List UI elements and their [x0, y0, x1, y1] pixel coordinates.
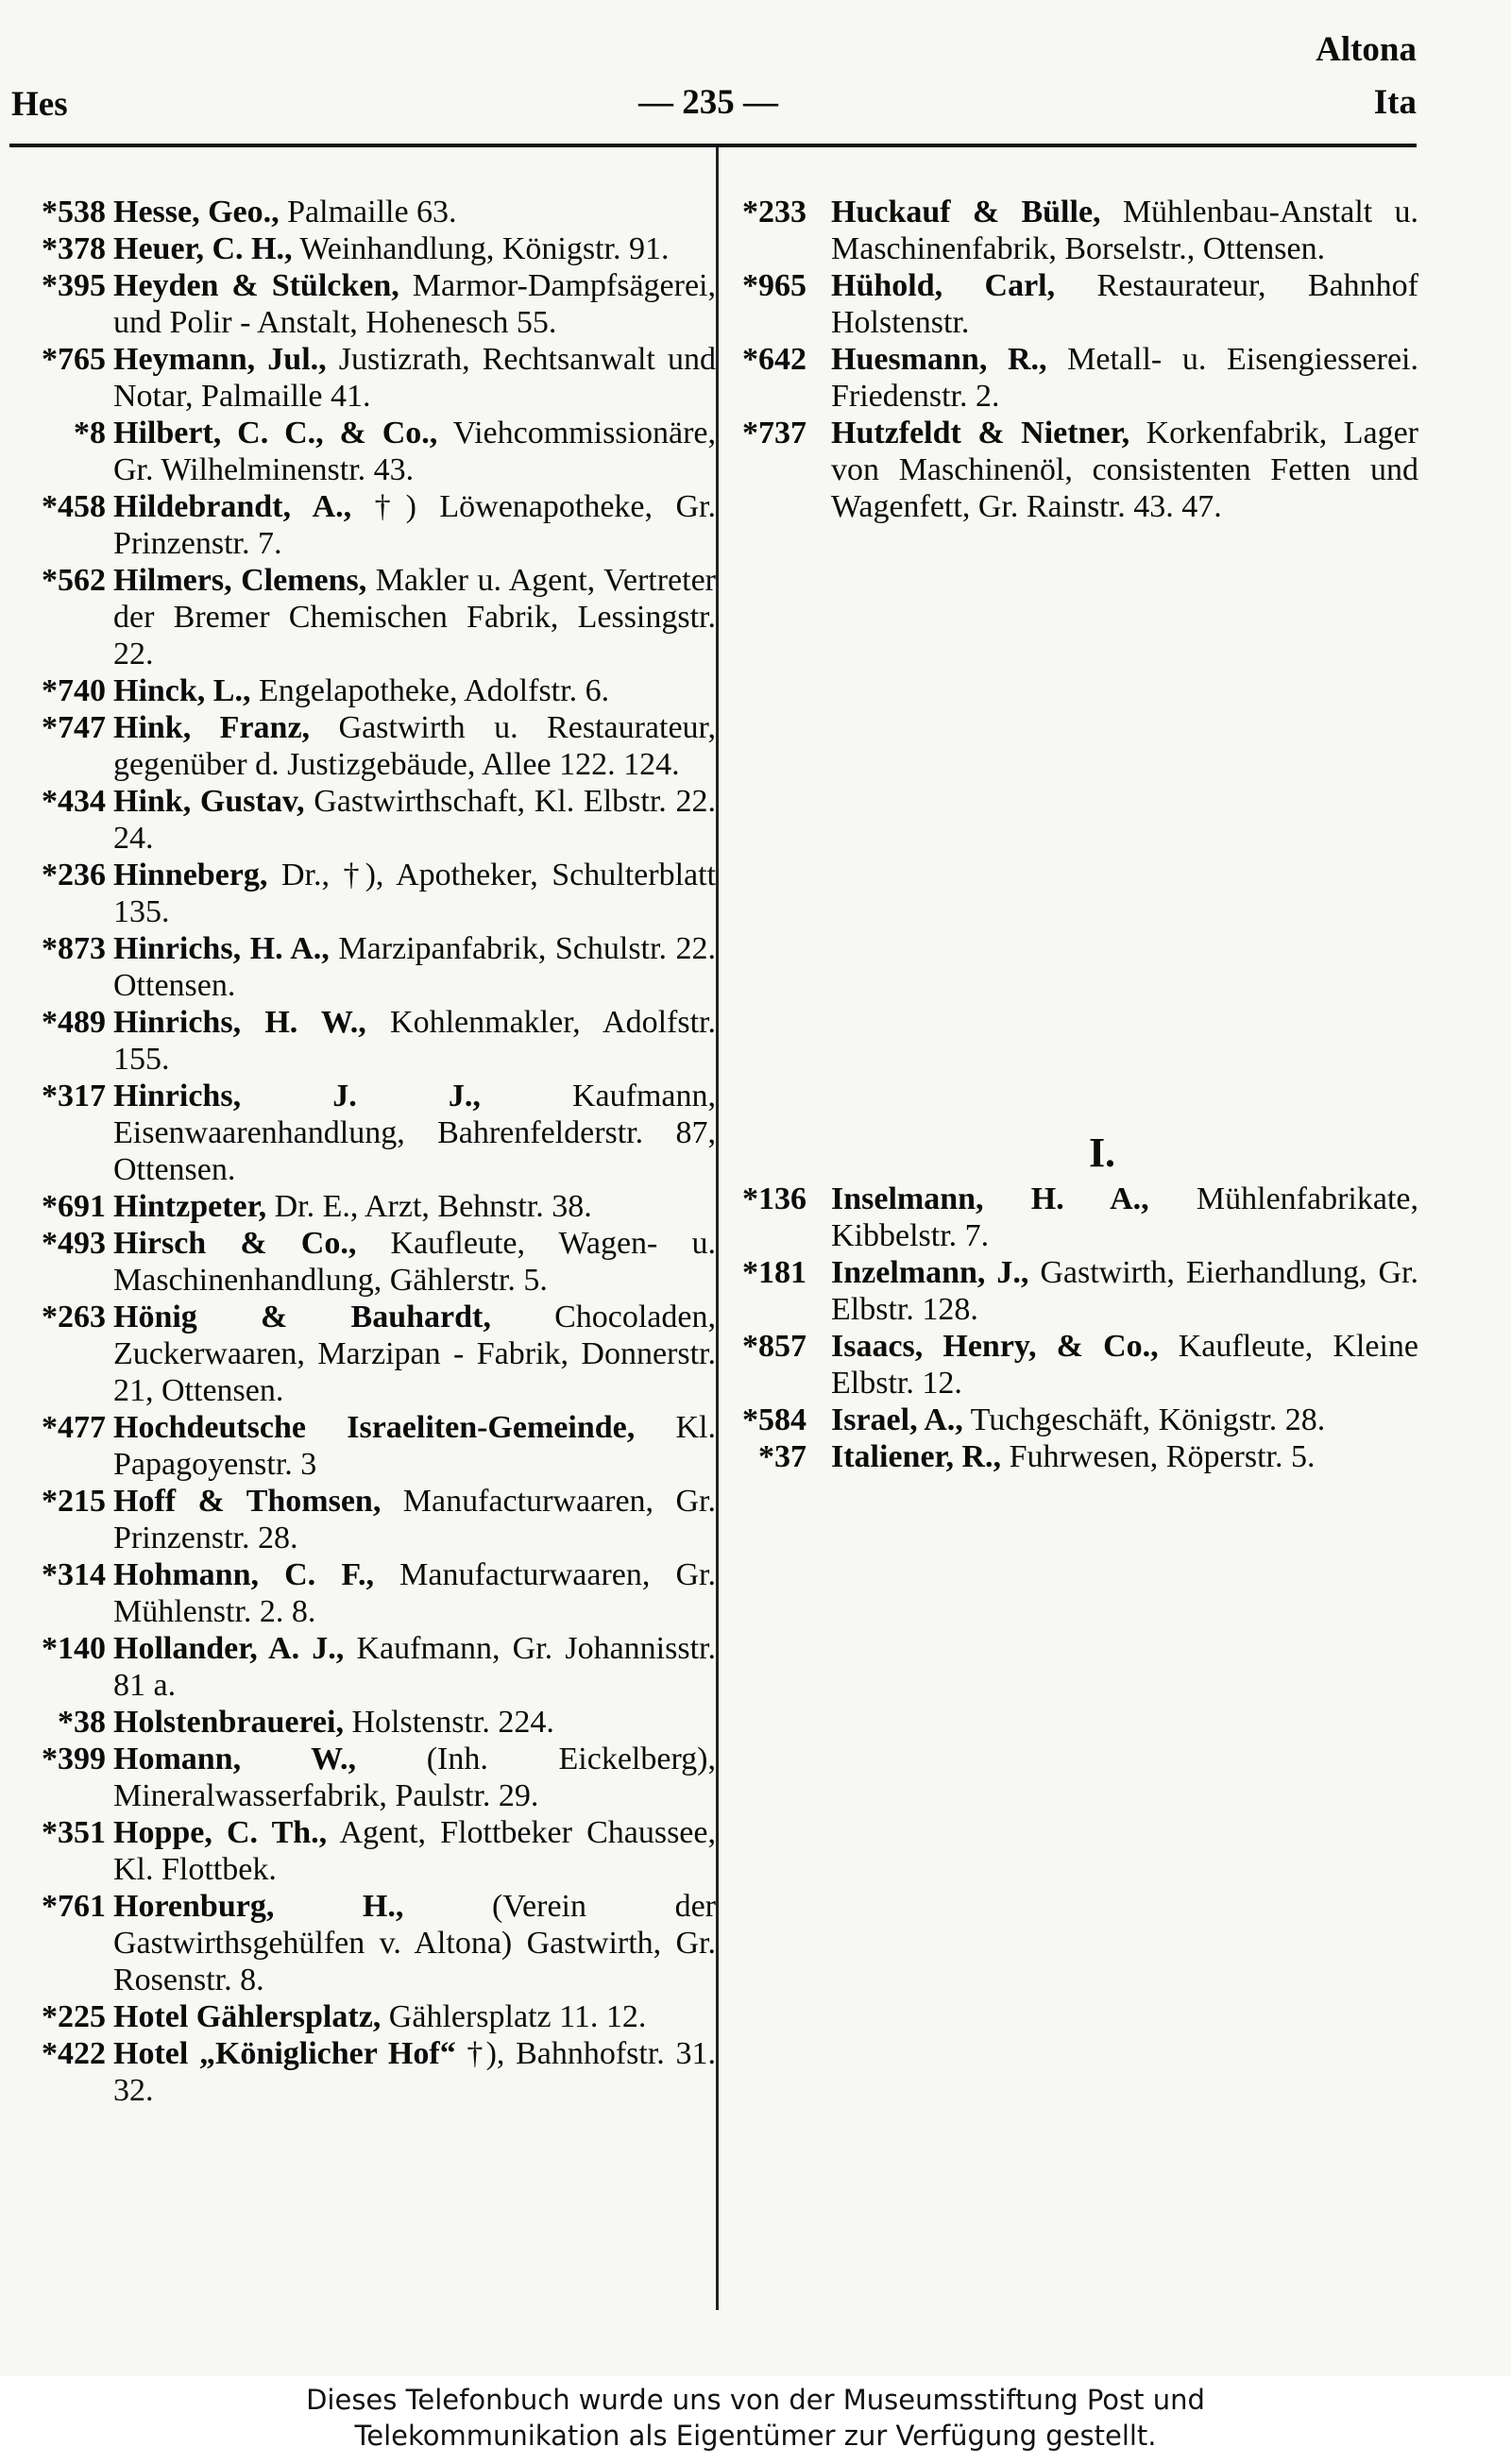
directory-entry [720, 267, 1418, 341]
phone-number: *642 [742, 342, 806, 377]
entry-name: Hink, Franz, [113, 710, 311, 745]
phone-number: *263 [42, 1300, 106, 1334]
entry-name: Hollander, A. J., [113, 1631, 345, 1666]
entry-details: Kohlenmakler, Adolfstr. 155. [113, 1005, 717, 1077]
entry-name: Hildebrandt, A., [113, 489, 352, 524]
phone-number: *458 [42, 489, 106, 524]
directory-entry [8, 1004, 716, 1078]
phone-number: *378 [42, 231, 106, 266]
directory-entry [8, 1409, 716, 1483]
directory-entry [8, 562, 716, 672]
directory-entry [720, 1328, 1418, 1402]
directory-entry [8, 415, 716, 488]
phone-number: *215 [42, 1484, 106, 1519]
entry-name: Hinneberg, [113, 858, 268, 892]
directory-entry [8, 1078, 716, 1188]
directory-entry [720, 1438, 1418, 1475]
left-column [8, 194, 716, 2109]
entry-details: Viehcommissionäre, Gr. Wilhelminenstr. 43. [113, 416, 716, 487]
entry-name: Hühold, Carl, [831, 268, 1056, 303]
phone-number: *477 [42, 1410, 106, 1445]
entry-name: Hink, Gustav, [113, 784, 305, 819]
entry-name: Hochdeutsche Israeliten-Gemeinde, [113, 1410, 636, 1445]
phone-number: *422 [42, 2036, 106, 2071]
header-city: Altona [1316, 30, 1417, 69]
right-column [720, 194, 1418, 1475]
directory-entry [8, 2035, 716, 2109]
phone-number: *233 [742, 195, 806, 229]
phone-number: *493 [42, 1226, 106, 1261]
entry-details: Mühlenfabrikate, Kibbelstr. 7. [831, 1181, 1418, 1253]
entry-name: Huckauf & Bülle, [831, 195, 1101, 229]
entry-details: Kaufmann, Gr. Johannisstr. 81 a. [113, 1631, 716, 1703]
directory-entry [8, 488, 716, 562]
entry-details: Fuhrwesen, Röperstr. 5. [1001, 1439, 1316, 1474]
entry-details: Chocoladen, Zuckerwaaren, Marzipan - Fabrik, Donnerstr. 21, Ottensen. [113, 1300, 716, 1408]
entry-details: Manufacturwaaren, Gr. Prinzenstr. 28. [113, 1484, 716, 1555]
directory-entry [8, 783, 716, 857]
header-right-keyword: Ita [1373, 83, 1417, 122]
footer-attribution [0, 2376, 1511, 2464]
footer-line-1: Dieses Telefonbuch wurde uns von der Museumsstiftung Post und [306, 2384, 1205, 2416]
page-number: — 235 — [638, 83, 778, 122]
phone-number: *317 [42, 1079, 106, 1113]
directory-entry [720, 1402, 1418, 1438]
directory-entry [720, 341, 1418, 415]
entry-name: Inselmann, H. A., [831, 1181, 1149, 1216]
directory-entry [8, 267, 716, 341]
entry-details: Engelapotheke, Adolfstr. 6. [250, 673, 610, 708]
directory-entry [8, 857, 716, 930]
entry-name: Hesse, Geo., [113, 195, 280, 229]
entry-name: Hoff & Thomsen, [113, 1484, 382, 1519]
phone-number: *489 [42, 1005, 106, 1040]
entry-details: Restaurateur, Bahnhof Holstenstr. [831, 268, 1418, 340]
entry-details: Gählersplatz 11. 12. [381, 1999, 647, 2034]
phone-number: *399 [42, 1742, 106, 1776]
entry-name: Hinrichs, H. A., [113, 931, 330, 966]
entry-name: Hohmann, C. F., [113, 1557, 374, 1592]
phone-number: *737 [742, 416, 806, 450]
entry-name: Hirsch & Co., [113, 1226, 357, 1261]
entry-name: Hoppe, C. Th., [113, 1815, 328, 1850]
entry-details: Holstenstr. 224. [343, 1705, 554, 1740]
directory-entry [720, 415, 1418, 525]
entry-name: Israel, A., [831, 1402, 963, 1437]
entry-details: Manufacturwaaren, Gr. Mühlenstr. 2. 8. [113, 1557, 717, 1629]
directory-entry [8, 1741, 716, 1814]
entry-details: †) Löwenapotheke, Gr. Prinzenstr. 7. [113, 489, 716, 561]
entry-name: Hilmers, Clemens, [113, 563, 367, 598]
directory-entry [8, 1299, 716, 1409]
entry-details: Dr., †), Apotheker, Schulterblatt 135. [113, 858, 716, 929]
phone-number: *225 [42, 1999, 106, 2034]
phone-number: *765 [42, 342, 106, 377]
column-divider [716, 147, 719, 2310]
entry-details: Marzipanfabrik, Schulstr. 22. Ottensen. [113, 931, 716, 1003]
entry-details: (Verein der Gastwirthsgehülfen v. Altona) Gastwirth, Gr. Rosenstr. 8. [113, 1889, 716, 1997]
entry-name: Hönig & Bauhardt, [113, 1300, 491, 1334]
entry-name: Hilbert, C. C., & Co., [113, 416, 438, 450]
entry-details: Metall- u. Eisengiesserei. Friedenstr. 2. [831, 342, 1418, 414]
entry-name: Heymann, Jul., [113, 342, 327, 377]
entry-name: Homann, W., [113, 1742, 357, 1776]
phone-number: *351 [42, 1815, 106, 1850]
phone-number: *181 [742, 1255, 806, 1290]
entry-details: Gastwirthschaft, Kl. Elbstr. 22. 24. [113, 784, 716, 856]
entry-details: Gastwirth u. Restaurateur, gegenüber d. Justizgebäude, Allee 122. 124. [113, 710, 716, 782]
phone-number: *691 [42, 1189, 106, 1224]
directory-entry [8, 672, 716, 709]
entry-details: Dr. E., Arzt, Behnstr. 38. [266, 1189, 592, 1224]
directory-entry [8, 1888, 716, 1998]
directory-entry [8, 1225, 716, 1299]
directory-entry [8, 230, 716, 267]
entry-name: Hinrichs, H. W., [113, 1005, 366, 1040]
right-column-i-entries [720, 1181, 1418, 1475]
phone-number: *236 [42, 858, 106, 892]
entry-details: (Inh. Eickelberg), Mineralwasserfabrik, Paulstr. 29. [113, 1742, 716, 1813]
entry-details: Justizrath, Rechtsanwalt und Notar, Palmaille 41. [113, 342, 716, 414]
entry-details: Marmor-Dampfsägerei, und Polir - Anstalt, Hohenesch 55. [113, 268, 717, 340]
entry-name: Hotel Gählersplatz, [113, 1999, 382, 2034]
phone-number: *136 [742, 1181, 806, 1216]
section-heading-i: I. [1088, 1130, 1116, 1176]
entry-name: Italiener, R., [831, 1439, 1002, 1474]
entry-name: Hintzpeter, [113, 1189, 267, 1224]
phone-number: *761 [42, 1889, 106, 1924]
phone-number: *8 [74, 416, 106, 450]
directory-entry [720, 1254, 1418, 1328]
entry-details: Gastwirth, Eierhandlung, Gr. Elbstr. 128. [831, 1255, 1418, 1327]
phone-number: *747 [42, 710, 106, 745]
phone-number: *38 [58, 1705, 106, 1740]
directory-entry [8, 1556, 716, 1630]
entry-details: Korkenfabrik, Lager von Maschinenöl, consistenten Fetten und Wagenfett, Gr. Rainstr. 43. 47. [831, 416, 1418, 524]
entry-name: Hinck, L., [113, 673, 251, 708]
entry-name: Horenburg, H., [113, 1889, 404, 1924]
entry-name: Inzelmann, J., [831, 1255, 1029, 1290]
phone-number: *740 [42, 673, 106, 708]
directory-entry [8, 1483, 716, 1556]
entry-name: Huesmann, R., [831, 342, 1047, 377]
directory-entry [8, 930, 716, 1004]
directory-entry [720, 1181, 1418, 1254]
header-rule [9, 144, 1417, 147]
right-column-h-entries [720, 194, 1418, 525]
footer-line-2: Telekommunikation als Eigentümer zur Verfügung gestellt. [354, 2420, 1157, 2452]
directory-entry [720, 194, 1418, 267]
entry-details: Kaufleute, Wagen- u. Maschinenhandlung, Gählerstr. 5. [113, 1226, 716, 1298]
entry-name: Heuer, C. H., [113, 231, 293, 266]
directory-entry [8, 1630, 716, 1704]
phone-number: *857 [742, 1329, 806, 1364]
phone-number: *140 [42, 1631, 106, 1666]
entry-name: Holstenbrauerei, [113, 1705, 344, 1740]
entry-details: Palmaille 63. [279, 195, 457, 229]
entry-details: Tuchgeschäft, Königstr. 28. [962, 1402, 1326, 1437]
directory-entry [8, 1704, 716, 1741]
entry-name: Heyden & Stülcken, [113, 268, 399, 303]
phone-number: *873 [42, 931, 106, 966]
phone-number: *395 [42, 268, 106, 303]
phone-number: *434 [42, 784, 106, 819]
phone-number: *314 [42, 1557, 106, 1592]
directory-entry [8, 1998, 716, 2035]
entry-name: Hotel „Königlicher Hof“ [113, 2036, 456, 2071]
directory-entry [8, 709, 716, 783]
entry-name: Hutzfeldt & Nietner, [831, 416, 1130, 450]
header-left-keyword: Hes [11, 85, 68, 124]
phone-number: *538 [42, 195, 106, 229]
phone-number: *584 [742, 1402, 806, 1437]
phone-number: *965 [742, 268, 806, 303]
entry-details: Kaufleute, Kleine Elbstr. 12. [831, 1329, 1418, 1401]
phone-number: *562 [42, 563, 106, 598]
entry-details: †), Bahnhofstr. 31. 32. [113, 2036, 716, 2108]
entry-name: Hinrichs, J. J., [113, 1079, 481, 1113]
directory-entry [8, 1188, 716, 1225]
directory-entry [8, 341, 716, 415]
entry-details: Makler u. Agent, Vertreter der Bremer Chemischen Fabrik, Lessingstr. 22. [113, 563, 716, 671]
right-column-gap [720, 525, 1418, 1130]
phone-number: *37 [758, 1439, 806, 1474]
entry-details: Kl. Papagoyenstr. 3 [113, 1410, 716, 1482]
directory-entry [8, 194, 716, 230]
entry-details: Mühlenbau-Anstalt u. Maschinenfabrik, Borselstr., Ottensen. [831, 195, 1418, 266]
directory-entry [8, 1814, 716, 1888]
entry-name: Isaacs, Henry, & Co., [831, 1329, 1159, 1364]
entry-details: Kaufmann, Eisenwaarenhandlung, Bahrenfelderstr. 87, Ottensen. [113, 1079, 716, 1187]
entry-details: Agent, Flottbeker Chaussee, Kl. Flottbek. [113, 1815, 716, 1887]
entry-details: Weinhandlung, Königstr. 91. [292, 231, 670, 266]
